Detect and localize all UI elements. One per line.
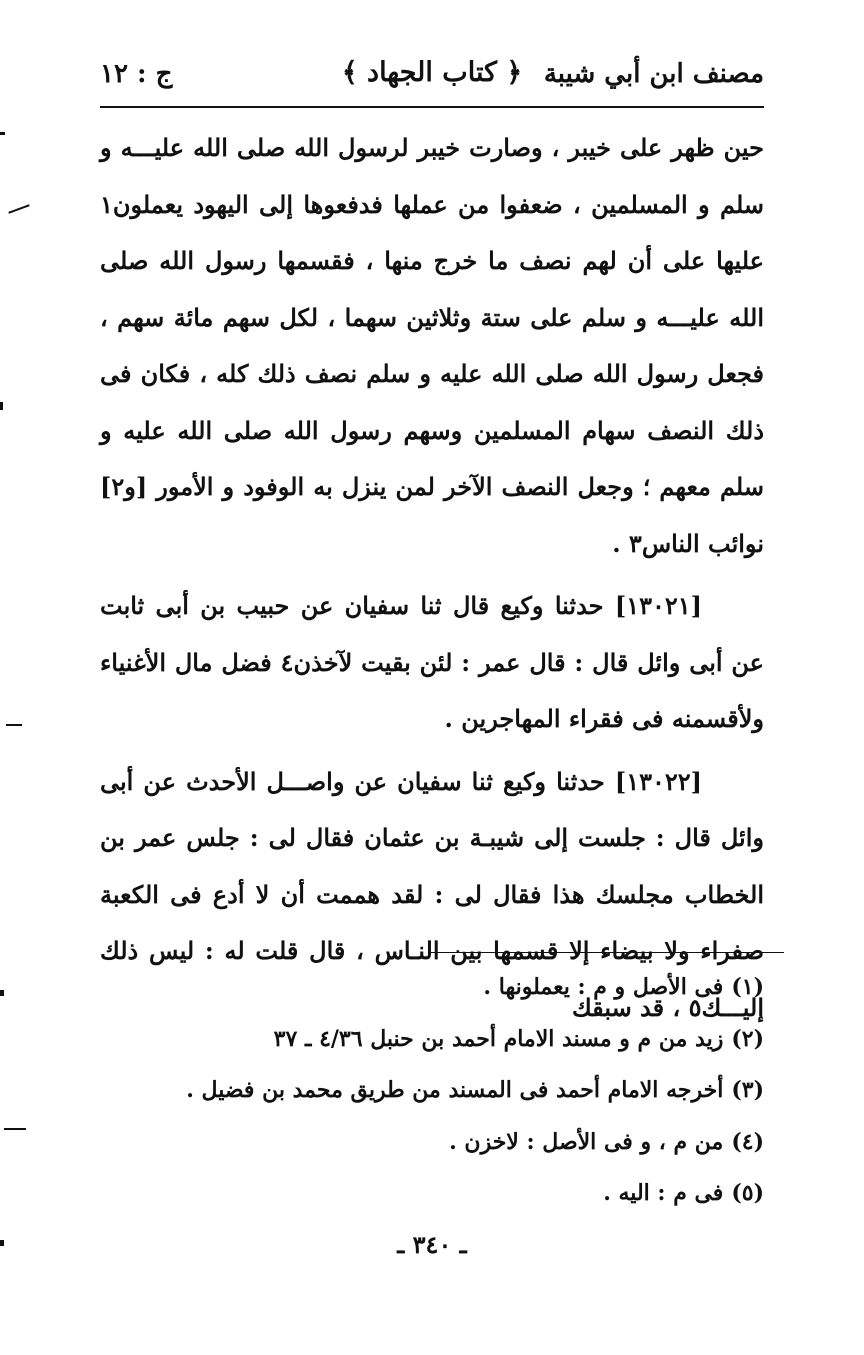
footnote-number: (١) xyxy=(731,974,764,1000)
hadith-13021: [١٣٠٢١] حدثنا وكيع قال ثنا سفيان عن حبيب بن أبى ثابت عن أبى وائل قال : قال عمر : لئن بقيت لآخذن٤ فضل مال الأغنياء ولأقسمنه فى فقراء المهاجرين . xyxy=(100,591,764,733)
section-title: ﴿ كتاب الجهاد ﴾ xyxy=(341,57,523,88)
footnote-text: فى الأصل و م : يعملونها . xyxy=(483,974,724,1000)
footnote-number: (٤) xyxy=(731,1128,764,1155)
footnote-separator xyxy=(430,952,784,953)
footnote-3 xyxy=(100,1065,764,1117)
header-rule xyxy=(100,106,764,108)
footnote-text: فى م : اليه . xyxy=(603,1180,724,1206)
footnote-text: أخرجه الامام أحمد فى المسند من طريق محمد بن فضيل . xyxy=(186,1077,724,1103)
page-number: ـ ٣٤٠ ـ xyxy=(397,1230,467,1259)
footnote-5 xyxy=(100,1168,764,1220)
margin-mark xyxy=(4,1128,26,1130)
footnote-4 xyxy=(100,1117,764,1169)
footnote-number: (٥) xyxy=(731,1180,764,1206)
footnote-1 xyxy=(100,962,764,1014)
footnote-text: من م ، و فى الأصل : لاخزن . xyxy=(449,1128,724,1155)
hadith-13022: [١٣٠٢٢] حدثنا وكيع ثنا سفيان عن واصـــل الأحدث عن أبى وائل قال : جلست إلى شيبـة بن عثمان فقال لى : جلس عمر بن الخطاب مجلسك هذا فقال لى : لقد هممت أن لا أدع فى الكعبة صفراء ولا بيضاء إلا قسمها بين النـاس ، قال قلت له : ليس ذلك إليـــك٥ ، قد سبقك xyxy=(100,766,765,1022)
margin-mark xyxy=(0,132,5,135)
footnote-number: (٣) xyxy=(731,1077,764,1103)
footnote-text: زيد من م و مسند الامام أحمد بن حنبل ٤/٣٦ ـ ٣٧ xyxy=(273,1025,724,1052)
volume-number: ج : ١٢ xyxy=(100,59,173,89)
footnotes xyxy=(100,962,764,1220)
margin-mark xyxy=(0,1240,4,1246)
book-title: مصنف ابن أبي شيبة xyxy=(543,59,764,89)
paragraph-continuation: حين ظهر على خيبر ، وصارت خيبر لرسول الله صلى الله عليـــه و سلم و المسلمين ، ضعفوا من عملها فدفعوها إلى اليهود يعملون١ عليها على أن لهم نصف ما خرج منها ، فقسمها رسول الله صلى الله عليـــه و سلم على ستة وثلاثين سهما ، لكل سهم مائة سهم ، فجعل رسول الله صلى الله عليه و سلم نصف ذلك كله ، فكان فى ذلك النصف سهام المسلمين وسهم رسول الله صلى الله عليه و سلم معهم ؛ وجعل النصف الآخر لمن ينزل به الوفود و الأمور [و٢] نوائب الناس٣ . xyxy=(100,133,765,558)
margin-mark xyxy=(0,402,3,410)
running-header xyxy=(100,55,764,99)
footnote-number: (٢) xyxy=(731,1025,764,1052)
margin-mark xyxy=(6,724,22,726)
margin-mark xyxy=(8,204,29,213)
main-text xyxy=(100,120,764,1036)
margin-mark xyxy=(0,990,4,996)
footnote-2 xyxy=(100,1014,764,1066)
